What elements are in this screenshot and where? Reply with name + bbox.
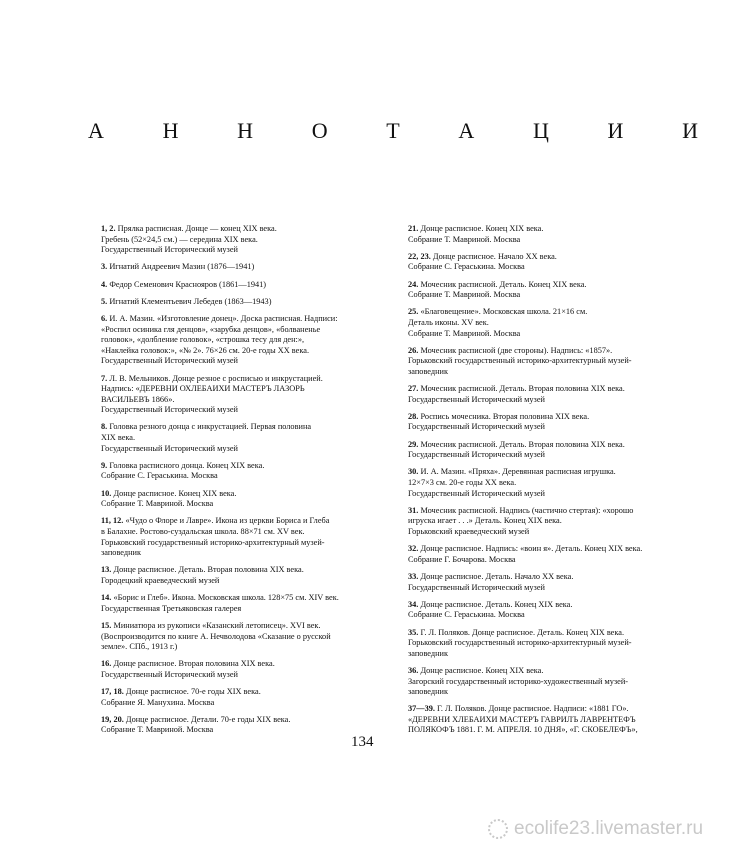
annotation-number: 15. — [101, 620, 112, 630]
annotation-line — [101, 499, 397, 510]
annotation-line — [408, 704, 708, 715]
annotation-entry — [101, 621, 397, 653]
annotation-entry — [408, 440, 708, 461]
annotation-line — [408, 367, 708, 378]
annotation-line — [101, 297, 397, 308]
annotation-line — [408, 649, 708, 660]
annotation-number: 33. — [408, 571, 419, 581]
annotation-text: Мочесник расписной. Деталь. Конец XIX века. — [420, 279, 587, 289]
annotation-text: Мочесник расписной. Деталь. Вторая половина XIX века. — [420, 384, 625, 394]
annotation-line — [408, 527, 708, 538]
annotation-line — [408, 555, 708, 566]
annotation-text: заповедник — [408, 648, 449, 658]
annotation-text: Донце расписное. 70-е годы XIX века. — [125, 687, 261, 697]
annotation-text: Донце расписное. Конец XIX века. — [420, 224, 544, 233]
annotation-text: Деталь иконы. XV век. — [408, 317, 489, 327]
annotation-line — [101, 593, 397, 604]
annotation-line — [408, 715, 708, 726]
annotation-text: заповедник — [101, 548, 142, 558]
annotation-text: Головка расписного донца. Конец XIX века. — [109, 460, 265, 470]
annotation-text: Роспись мочесника. Вторая половина XIX века. — [420, 411, 590, 421]
annotation-line — [408, 356, 708, 367]
annotation-number: 21. — [408, 224, 419, 233]
annotation-text: головок», «долбление головок», «строшка тесу для ден:», — [101, 335, 305, 345]
annotation-line — [408, 346, 708, 357]
annotation-text: Государственная Третьяковская галерея — [101, 603, 242, 613]
annotation-text: Собрание Т. Мавриной. Москва — [101, 499, 214, 509]
annotation-entry — [408, 467, 708, 499]
annotation-line — [408, 600, 708, 611]
annotation-line — [101, 405, 397, 416]
annotation-text: Государственный Исторический музей — [408, 394, 545, 404]
annotation-entry — [101, 374, 397, 416]
annotation-line — [408, 329, 708, 340]
annotation-line — [408, 235, 708, 246]
heading-letter: Н — [237, 118, 254, 143]
annotation-text: Государственный Исторический музей — [408, 488, 545, 498]
annotation-line — [408, 572, 708, 583]
annotation-text: Федор Семенович Краснояров (1861—1941) — [109, 279, 267, 289]
annotation-line — [101, 687, 397, 698]
annotation-line — [101, 314, 397, 325]
annotation-text: заповедник — [408, 687, 449, 697]
annotation-text: Собрание Т. Мавриной. Москва — [408, 328, 521, 338]
annotation-text: Мочесник расписной. Надпись (частично стертая): «хорошо — [420, 505, 634, 515]
flower-logo-icon — [488, 819, 508, 839]
annotation-line — [408, 262, 708, 273]
annotation-text: Государственный Исторический музей — [101, 356, 238, 366]
annotation-text: Г. Л. Поляков. Донце расписное. Надписи: «1881 ГО». — [437, 704, 629, 714]
annotation-text: Городецкий краеведческий музей — [101, 575, 220, 585]
annotation-line — [408, 610, 708, 621]
annotation-text: игруска игает . . .» Деталь. Конец XIX века. — [408, 516, 562, 526]
annotation-text: Миниатюра из рукописи «Казанский летописец». XVI век. — [113, 620, 321, 630]
annotation-line — [408, 422, 708, 433]
annotation-text: Донце расписное. Деталь. Конец XIX века. — [420, 599, 573, 609]
annotation-entry — [408, 307, 708, 339]
heading-letter: А — [458, 118, 475, 143]
annotation-line — [408, 395, 708, 406]
annotation-number: 30. — [408, 467, 419, 477]
annotation-number: 29. — [408, 439, 419, 449]
annotation-line — [408, 544, 708, 555]
annotation-text: Надпись: «ДЕРЕВНИ ОХЛЕБАИХИ МАСТЕРЪ ЛАЗОРЬ — [101, 384, 305, 394]
annotation-text: «Борис и Глеб». Икона. Московская школа. 128×75 см. XIV век. — [113, 593, 339, 603]
annotation-number: 36. — [408, 665, 419, 675]
annotation-number: 31. — [408, 505, 419, 515]
annotation-entry — [408, 666, 708, 698]
annotation-entry — [101, 593, 397, 614]
annotation-text: Собрание Т. Мавриной. Москва — [408, 290, 521, 300]
annotation-entry — [101, 262, 397, 273]
annotation-line — [408, 687, 708, 698]
annotation-number: 7. — [101, 373, 108, 383]
annotation-text: Игнатий Андреевич Мазин (1876—1941) — [109, 262, 255, 272]
annotation-text: XIX века. — [101, 433, 136, 443]
annotation-entry — [408, 506, 708, 538]
annotation-number: 5. — [101, 296, 108, 306]
annotation-text: 12×7×3 см. 20-е годы XX века. — [408, 478, 517, 488]
annotation-entry — [408, 280, 708, 301]
annotation-line — [101, 461, 397, 472]
heading-letter: И — [682, 118, 698, 143]
annotation-line — [101, 670, 397, 681]
annotation-line — [101, 621, 397, 632]
annotation-text: Собрание С. Гераськина. Москва — [408, 262, 525, 272]
annotation-line — [101, 224, 397, 235]
heading-letter: И — [607, 118, 624, 143]
annotation-entry — [408, 384, 708, 405]
annotation-line — [101, 659, 397, 670]
annotation-text: Государственный Исторический музей — [101, 405, 238, 415]
annotation-text: «Наклейка головок:», «№ 2». 76×26 см. 20-е годы XX века. — [101, 345, 310, 355]
annotation-text: Собрание С. Гераськина. Москва — [408, 610, 525, 620]
annotation-line — [101, 346, 397, 357]
annotation-text: Государственный Исторический музей — [101, 443, 238, 453]
annotation-text: И. А. Мазин. «Пряха». Деревянная расписная игрушка. — [420, 467, 616, 477]
annotation-entry — [101, 489, 397, 510]
annotations-right-column — [408, 224, 708, 743]
annotation-number: 13. — [101, 565, 112, 575]
annotation-line — [408, 307, 708, 318]
heading-letter: Т — [386, 118, 400, 143]
annotation-line — [408, 666, 708, 677]
annotation-text: Горьковский краеведческий музей — [408, 527, 530, 536]
annotation-text: Гребень (52×24,5 см.) — середина XIX века. — [101, 234, 258, 244]
annotation-text: Донце расписное. Деталь. Начало XX века. — [420, 571, 574, 581]
annotation-text: Головка резного донца с инкрустацией. Первая половина — [109, 422, 312, 432]
annotation-line — [408, 450, 708, 461]
annotation-text: (Воспроизводится по книге А. Нечволодова «Сказание о русской — [101, 631, 331, 641]
annotation-text: Игнатий Клементьевич Лебедев (1863—1943) — [109, 296, 272, 306]
annotation-text: Г. Л. Поляков. Донце расписное. Деталь. Конец XIX века. — [420, 627, 625, 637]
watermark — [488, 818, 703, 840]
annotation-line — [408, 467, 708, 478]
annotation-text: «Чудо о Флоре и Лавре». Икона из церкви Бориса и Глеба — [125, 516, 330, 526]
annotation-text: заповедник — [408, 366, 449, 376]
annotation-line — [101, 325, 397, 336]
annotation-text: И. А. Мазин. «Изготовление донец». Доска расписная. Надписи: — [109, 313, 338, 323]
annotation-entry — [101, 516, 397, 558]
annotation-text: Л. В. Мельников. Донце резное с росписью и инкрустацией. — [109, 373, 323, 383]
annotation-line — [408, 252, 708, 263]
annotation-line — [408, 725, 708, 736]
annotation-line — [101, 395, 397, 406]
annotation-number: 17, 18. — [101, 687, 124, 697]
annotation-line — [101, 538, 397, 549]
annotation-text: Собрание Я. Манухина. Москва — [101, 697, 215, 707]
annotation-entry — [101, 565, 397, 586]
annotation-entry — [101, 687, 397, 708]
annotation-line — [101, 235, 397, 246]
annotation-line — [408, 628, 708, 639]
annotation-text: Государственный Исторический музей — [101, 245, 238, 255]
annotation-line — [101, 471, 397, 482]
annotation-text: Собрание Г. Бочарова. Москва — [408, 554, 516, 564]
annotation-number: 9. — [101, 460, 108, 470]
annotation-entry — [408, 704, 708, 736]
annotation-entry — [101, 715, 397, 736]
annotation-entry — [101, 224, 397, 256]
annotation-entry — [101, 314, 397, 367]
annotation-number: 25. — [408, 307, 419, 317]
annotation-entry — [101, 461, 397, 482]
annotation-number: 1, 2. — [101, 224, 116, 233]
annotation-line — [101, 433, 397, 444]
annotation-entry — [408, 346, 708, 378]
annotation-line — [408, 384, 708, 395]
annotation-line — [408, 290, 708, 301]
annotation-text: ВАСИЛЬЕВЪ 1866». — [101, 394, 175, 404]
annotation-entry — [408, 600, 708, 621]
annotation-entry — [408, 224, 708, 245]
annotation-line — [408, 506, 708, 517]
annotation-line — [408, 489, 708, 500]
annotation-text: Донце расписное. Деталь. Вторая половина XIX века. — [113, 565, 304, 575]
annotation-entry — [101, 280, 397, 291]
annotation-text: Мочесник расписной. Деталь. Вторая половина XIX века. — [420, 439, 625, 449]
annotation-text: Государственный Исторический музей — [101, 669, 238, 679]
annotation-entry — [408, 572, 708, 593]
annotation-number: 3. — [101, 262, 108, 272]
annotation-text: Горьковский государственный историко-архитектурный музей- — [101, 537, 325, 547]
annotation-line — [101, 444, 397, 455]
annotation-text: «Благовещение». Московская школа. 21×16 см. — [420, 307, 588, 317]
annotation-text: Донце расписное. Начало XX века. — [432, 251, 557, 261]
annotation-text: Донце расписное. Надпись: «воин я». Деталь. Конец XIX века. — [420, 544, 643, 554]
annotation-number: 11, 12. — [101, 516, 124, 526]
annotation-line — [408, 677, 708, 688]
annotation-text: «ДЕРЕВНИ ХЛЕБАИХИ МАСТЕРЪ ГАВРИЛЪ ЛАВРЕНТЕФЪ — [408, 714, 636, 724]
annotation-text: Донце расписное. Конец XIX века. — [420, 665, 544, 675]
annotation-entry — [101, 422, 397, 454]
annotation-line — [408, 280, 708, 291]
annotation-line — [408, 516, 708, 527]
annotation-line — [101, 384, 397, 395]
annotation-number: 6. — [101, 313, 108, 323]
annotation-line — [101, 565, 397, 576]
annotation-text: Донце расписное. Конец XIX века. — [113, 488, 237, 498]
annotation-line — [101, 489, 397, 500]
annotation-number: 37—39. — [408, 704, 435, 714]
annotations-left-column — [101, 224, 397, 743]
heading-letter: О — [311, 118, 328, 143]
annotation-text: Государственный Исторический музей — [408, 450, 545, 460]
annotation-text: Донце расписное. Вторая половина XIX века. — [113, 659, 275, 669]
annotation-text: Государственный Исторический музей — [408, 422, 545, 432]
annotation-entry — [101, 297, 397, 308]
annotation-line — [101, 245, 397, 256]
annotation-text: Донце расписное. Детали. 70-е годы XIX века. — [125, 714, 291, 724]
annotation-number: 10. — [101, 488, 112, 498]
annotation-number: 19, 20. — [101, 714, 124, 724]
annotation-number: 22, 23. — [408, 251, 431, 261]
annotation-line — [101, 356, 397, 367]
annotation-text: Прялка расписная. Донце — конец XIX века. — [117, 224, 277, 233]
heading-letter: Н — [162, 118, 179, 143]
annotation-number: 26. — [408, 345, 419, 355]
annotation-number: 34. — [408, 599, 419, 609]
annotation-line — [101, 280, 397, 291]
annotation-line — [408, 318, 708, 329]
heading-letter: Ц — [532, 118, 549, 143]
annotation-entry — [408, 252, 708, 273]
annotation-line — [101, 642, 397, 653]
annotation-text: Мочесник расписной (две стороны). Надпись: «1857». — [420, 345, 613, 355]
annotation-text: «Роспил осиника гля денцов», «зарубка денцов», «болваненье — [101, 324, 321, 334]
annotation-line — [101, 262, 397, 273]
annotation-line — [408, 412, 708, 423]
annotation-line — [101, 604, 397, 615]
annotation-line — [101, 527, 397, 538]
annotation-line — [101, 548, 397, 559]
annotation-line — [408, 638, 708, 649]
annotation-line — [101, 715, 397, 726]
annotation-text: Собрание Т. Мавриной. Москва — [101, 725, 214, 735]
annotation-number: 35. — [408, 627, 419, 637]
annotation-number: 32. — [408, 544, 419, 554]
annotation-entry — [408, 544, 708, 565]
annotation-line — [101, 632, 397, 643]
annotation-entry — [408, 412, 708, 433]
annotation-line — [408, 583, 708, 594]
annotation-entry — [408, 628, 708, 660]
annotation-line — [408, 224, 708, 235]
watermark-text: ecolife23.livemaster.ru — [514, 818, 704, 839]
annotation-text: Собрание Т. Мавриной. Москва — [408, 234, 521, 244]
annotation-line — [101, 422, 397, 433]
annotation-text: в Балахне. Ростово-суздальская школа. 88×71 см. XV век. — [101, 527, 305, 536]
annotation-number: 27. — [408, 384, 419, 394]
annotation-number: 16. — [101, 659, 112, 669]
annotation-number: 4. — [101, 279, 108, 289]
page-number: 134 — [351, 734, 374, 750]
annotation-line — [101, 374, 397, 385]
annotation-number: 28. — [408, 411, 419, 421]
annotation-number: 24. — [408, 279, 419, 289]
annotation-text: земле». СПб., 1913 г.) — [101, 642, 178, 652]
annotation-line — [408, 478, 708, 489]
annotation-text: Горьковский государственный историко-архитектурный музей- — [408, 356, 632, 366]
annotation-line — [101, 516, 397, 527]
annotation-number: 14. — [101, 593, 112, 603]
annotation-text: Государственный Исторический музей — [408, 582, 545, 592]
annotation-line — [101, 335, 397, 346]
annotation-entry — [101, 659, 397, 680]
annotation-number: 8. — [101, 422, 108, 432]
annotation-text: Загорский государственный историко-художественный музей- — [408, 676, 629, 686]
annotation-text: Горьковский государственный историко-архитектурный музей- — [408, 638, 632, 648]
annotation-text: Собрание С. Гераськина. Москва — [101, 471, 218, 481]
annotation-line — [101, 576, 397, 587]
annotation-text: ПОЛЯКОФЪ 1881. Г. М. АПРЕЛЯ. 10 ДНЯ», «Г. СКОБЕЛЕФЪ», — [408, 725, 638, 735]
annotation-line — [101, 698, 397, 709]
annotation-line — [408, 440, 708, 451]
page-heading — [88, 118, 698, 144]
heading-letter: А — [88, 118, 104, 143]
